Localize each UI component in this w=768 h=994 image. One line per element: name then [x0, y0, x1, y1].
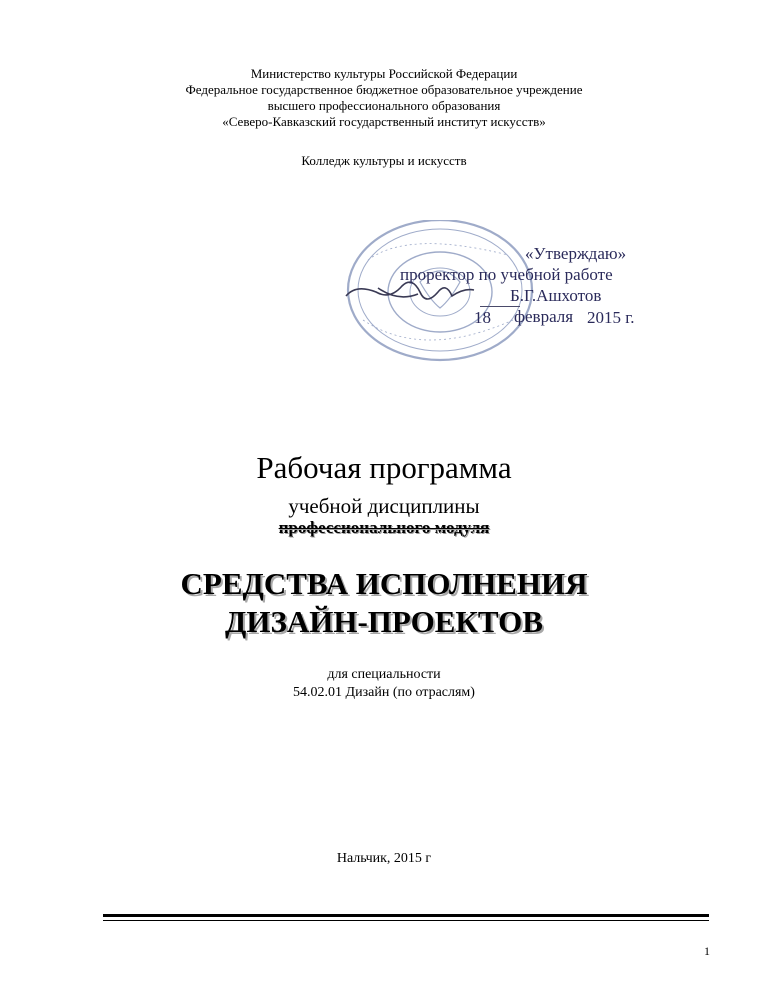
- document-subtitle: учебной дисциплины: [288, 494, 480, 518]
- institution-type-line: Федеральное государственное бюджетное образовательное учреждение: [185, 82, 583, 97]
- approval-role: проректор по учебной работе: [400, 265, 613, 284]
- ministry-header: [0, 66, 768, 130]
- discipline-line-1: СРЕДСТВА ИСПОЛНЕНИЯ: [180, 566, 588, 601]
- approval-date-day: 18: [474, 308, 491, 327]
- approval-date-month: февраля: [514, 307, 574, 326]
- education-level-line: высшего профессионального образования: [267, 98, 501, 113]
- document-title: Рабочая программа: [256, 450, 512, 485]
- approval-block: [392, 244, 692, 334]
- approval-title: «Утверждаю»: [525, 244, 627, 263]
- page-number: 1: [704, 944, 710, 958]
- college-name: Колледж культуры и искусств: [301, 153, 467, 168]
- footer-rule-thick: [103, 914, 709, 917]
- specialty-block: [0, 666, 768, 702]
- for-specialty-label: для специальности: [327, 667, 441, 682]
- footer-rule-thin: [103, 920, 709, 921]
- discipline-name: [0, 565, 768, 641]
- institute-name-line: «Северо-Кавказский государственный институт искусств»: [222, 114, 546, 129]
- city-year: Нальчик, 2015 г: [336, 851, 432, 866]
- approval-date-year: 2015 г.: [587, 308, 635, 327]
- discipline-line-2: ДИЗАЙН-ПРОЕКТОВ: [225, 604, 543, 639]
- document-subtitle-struck: профессионального модуля: [278, 518, 490, 537]
- approval-name: Б.Г.Ашхотов: [510, 286, 602, 305]
- specialty-code: 54.02.01 Дизайн (по отраслям): [293, 685, 475, 700]
- ministry-line: Министерство культуры Российской Федерации: [250, 66, 518, 81]
